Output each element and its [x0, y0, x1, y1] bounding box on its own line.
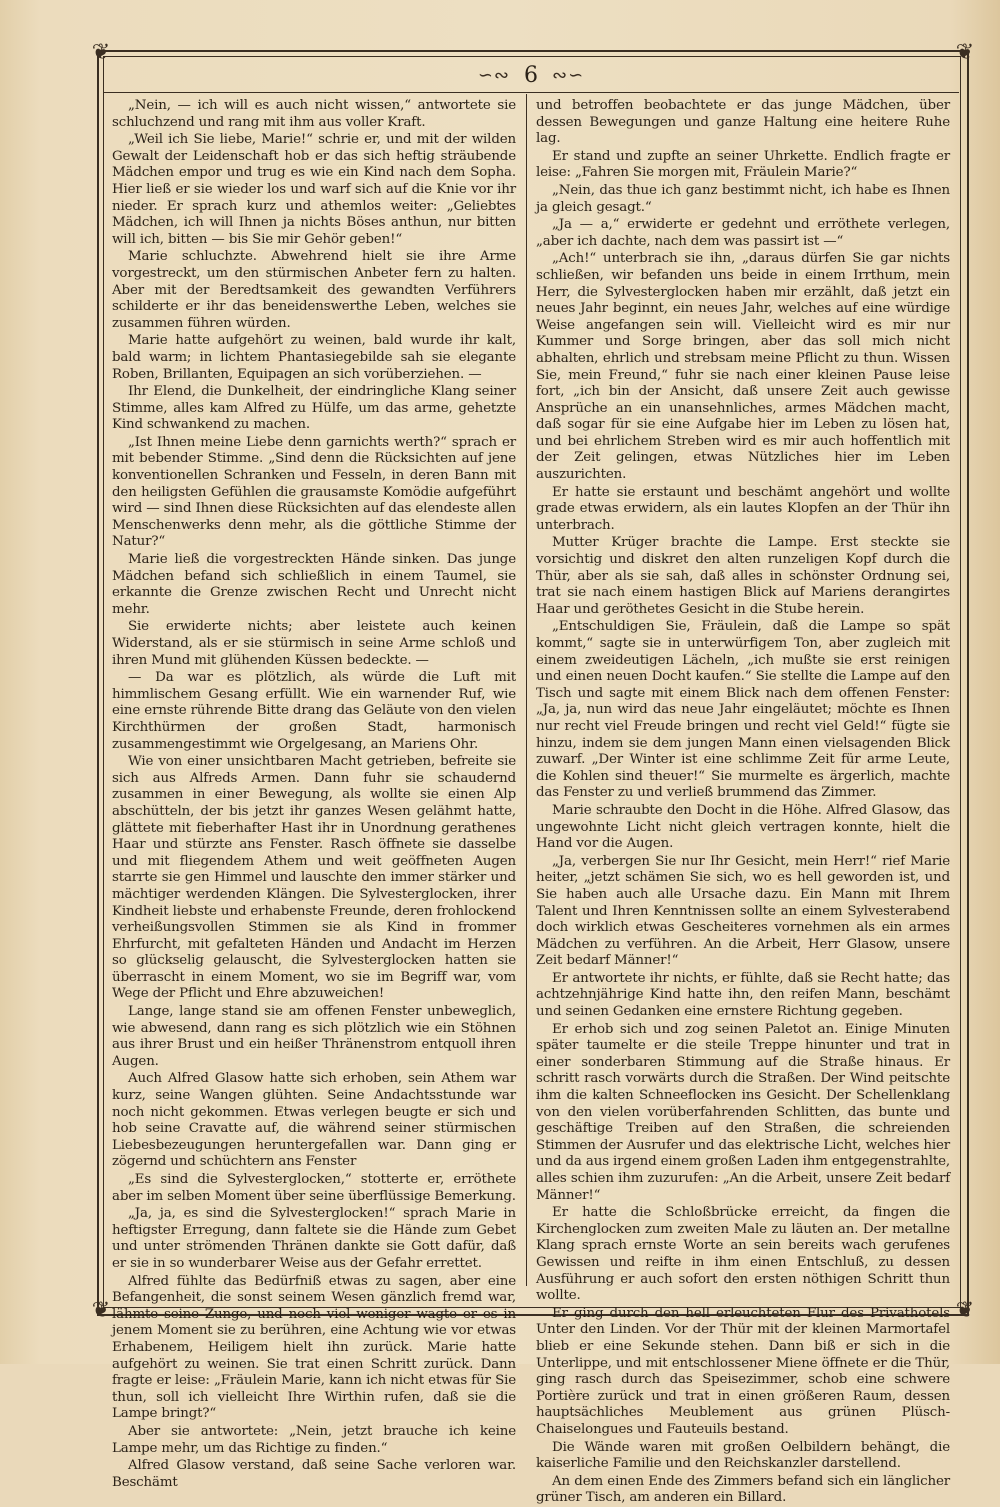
paragraph: Marie schluchzte. Abwehrend hielt sie ihre Arme vorgestreckt, um den stürmischen Anbeter fern zu halten. Aber mit der Beredtsamkeit des gewandten Verführers schilderte er ihr das beneidenswerthe Leben, welches sie zusammen führen würden.	[112, 249, 516, 331]
paragraph: „Ja — a,“ erwiderte er gedehnt und erröthete verlegen, „aber ich dachte, nach dem was passirt ist —“	[536, 217, 950, 249]
paragraph: Auch Alfred Glasow hatte sich erhoben, sein Athem war kurz, seine Wangen glühten. Seine Andachtsstunde war noch nicht gekommen. Etwas verlegen beugte er sich und hob seine Cravatte auf, die während seiner stürmischen Liebesbezeugungen heruntergefallen war. Dann ging er zögernd und schüchtern ans Fenster	[112, 1071, 516, 1170]
header-ornament-right: ∾∽	[552, 64, 585, 86]
paragraph: Er hatte die Schloßbrücke erreicht, da fingen die Kirchenglocken zum zweiten Male zu läuten an. Der metallne Klang sprach ernste Worte an sein bereits wach gerufenes Gewissen und reifte in ihm einen Entschluß, zu dessen Ausführung er auch sofort den ersten nöthigen Schritt thun wollte.	[536, 1205, 950, 1304]
right-column	[536, 98, 950, 1506]
paragraph: Mutter Krüger brachte die Lampe. Erst steckte sie vorsichtig und diskret den alten runzeligen Kopf durch die Thür, aber als sie sah, daß alles in schönster Ordnung sei, trat sie nach einem hastigen Blick auf Mariens derangirtes Haar und geröthetes Gesicht in die Stube herein.	[536, 535, 950, 617]
paragraph: Ihr Elend, die Dunkelheit, der eindringliche Klang seiner Stimme, alles kam Alfred zu Hülfe, um das arme, gehetzte Kind schwankend zu machen.	[112, 384, 516, 433]
paragraph: „Ist Ihnen meine Liebe denn garnichts werth?“ sprach er mit bebender Stimme. „Sind denn die Rücksichten auf jene konventionellen Schranken und Fesseln, in deren Bann mit den heiligsten Gefühlen die grausamste Komödie aufgeführt wird — sind Ihnen diese Rücksichten auf das elendeste allen Menschenwerks denn mehr, als die göttliche Stimme der Natur?“	[112, 434, 516, 550]
paragraph: Er antwortete ihr nichts, er fühlte, daß sie Recht hatte; das achtzehnjährige Kind hatte ihn, den reifen Mann, beschämt und seinen Gedanken eine ernstere Richtung gegeben.	[536, 970, 950, 1020]
paragraph: Er stand und zupfte an seiner Uhrkette. Endlich fragte er leise: „Fahren Sie morgen mit, Fräulein Marie?“	[536, 148, 950, 181]
paragraph: — Da war es plötzlich, als würde die Luft mit himmlischem Gesang erfüllt. Wie ein warnender Ruf, wie eine ernste rührende Bitte drang das Geläute von den vielen Kirchthürmen der großen Stadt, harmonisch zusammengestimmt wie Orgelgesang, an Mariens Ohr.	[112, 670, 516, 752]
header-ornament-left: ∽∾	[477, 64, 510, 86]
paragraph: Marie ließ die vorgestreckten Hände sinken. Das junge Mädchen befand sich schließlich in einem Taumel, sie erkannte die Grenze zwischen Recht und Unrecht nicht mehr.	[112, 552, 516, 617]
paragraph: Sie erwiderte nichts; aber leistete auch keinen Widerstand, als er sie stürmisch in seine Arme schloß und ihren Mund mit glühenden Küssen bedeckte. —	[112, 619, 516, 668]
paragraph: „Ja, verbergen Sie nur Ihr Gesicht, mein Herr!“ rief Marie heiter, „jetzt schämen Sie sich, wo es hell geworden ist, und Sie haben auch alle Ursache dazu. Ein Mann mit Ihrem Talent und Ihren Kenntnissen sollte an einem Sylvesterabend doch wirklich etwas Gescheiteres vornehmen als ein armes Mädchen zu verführen. An die Arbeit, Herr Glasow, unsere Zeit bedarf Männer!“	[536, 853, 950, 969]
paragraph: „Entschuldigen Sie, Fräulein, daß die Lampe so spät kommt,“ sagte sie in unterwürfigem Ton, aber zugleich mit einem zweideutigen Lächeln, „ich mußte sie erst reinigen und einen neuen Docht kaufen.“ Sie stellte die Lampe auf den Tisch und sagte mit einem Blick nach dem offenen Fenster: „Ja, ja, nun wird das neue Jahr eingeläutet; möchte es Ihnen nur recht viel Freude bringen und recht viel Geld!“ fügte sie hinzu, indem sie dem jungen Mann einen vielsagenden Blick zuwarf. „Der Winter ist eine schlimme Zeit für arme Leute, die Kohlen sind theuer!“ Sie murmelte es ärgerlich, machte das Fenster zu und verließ brummend das Zimmer.	[536, 619, 950, 801]
paragraph: Die Wände waren mit großen Oelbildern behängt, die kaiserliche Familie und den Reichskanzler darstellend.	[536, 1439, 950, 1472]
paragraph: „Ja, ja, es sind die Sylvesterglocken!“ sprach Marie in heftigster Erregung, dann faltete sie die Hände zum Gebet und unter strömenden Thränen dankte sie Gott dafür, daß er sie in so wunderbarer Weise aus der Gefahr errettet.	[112, 1206, 516, 1271]
corner-ornament-icon: ❦	[91, 40, 111, 65]
paragraph: An dem einen Ende des Zimmers befand sich ein länglicher grüner Tisch, am anderen ein Billard.	[536, 1473, 950, 1506]
page-number: 6	[524, 62, 538, 88]
paragraph: Lange, lange stand sie am offenen Fenster unbeweglich, wie abwesend, dann rang es sich plötzlich wie ein Stöhnen aus ihrer Brust und ein heißer Thränenstrom entquoll ihren Augen.	[112, 1004, 516, 1069]
paragraph: Alfred fühlte das Bedürfniß etwas zu sagen, aber eine Befangenheit, die sonst seinem Wesen gänzlich fremd war, lähmte seine Zunge, und noch viel weniger wagte er es in jenem Moment sie zu berühren, eine Achtung wie vor etwas Erhabenem, Heiligem hielt ihn zurück. Marie hatte aufgehört zu weinen. Sie trat einen Schritt zurück. Dann fragte er leise: „Fräulein Marie, kann ich nicht etwas für Sie thun, soll ich vielleicht Ihre Wirthin rufen, daß sie die Lampe bringt?“	[112, 1273, 516, 1422]
paragraph: Er erhob sich und zog seinen Paletot an. Einige Minuten später taumelte er die steile Treppe hinunter und trat in einer sonderbaren Stimmung auf die Straße hinaus. Er schritt rasch vorwärts durch die Straßen. Der Wind peitschte ihm die kalten Schneeflocken ins Gesicht. Der Schellenklang von den vielen vorüberfahrenden Schlitten, das bunte und geschäftige Treiben auf den Straßen, die schreienden Stimmen der Ausrufer und das elektrische Licht, welches hier und da aus irgend einem großen Laden ihm entgegenstrahlte, alles schien ihm zuzurufen: „An die Arbeit, unsere Zeit bedarf Männer!“	[536, 1021, 950, 1203]
paragraph: „Nein, — ich will es auch nicht wissen,“ antwortete sie schluchzend und rang mit ihm aus voller Kraft.	[112, 98, 516, 130]
corner-ornament-icon: ❦	[955, 1298, 975, 1323]
paragraph: „Es sind die Sylvesterglocken,“ stotterte er, erröthete aber im selben Moment über seine überflüssige Bemerkung.	[112, 1172, 516, 1204]
paragraph: Er ging durch den hell erleuchteten Flur des Privathotels Unter den Linden. Vor der Thür mit der kleinen Marmortafel blieb er eine Sekunde stehen. Dann biß er sich in die Unterlippe, und mit entschlossener Miene öffnete er die Thür, ging rasch durch das Speisezimmer, schob eine schwere Portière zurück und trat in einen größeren Raum, dessen hauptsächliches Meublement aus grünen Plüsch-Chaiselongues und Fauteuils bestand.	[536, 1305, 950, 1437]
paragraph: Alfred Glasow verstand, daß seine Sache verloren war. Beschämt	[112, 1458, 516, 1490]
corner-ornament-icon: ❦	[955, 40, 975, 65]
paragraph: „Nein, das thue ich ganz bestimmt nicht, ich habe es Ihnen ja gleich gesagt.“	[536, 182, 950, 215]
paragraph: „Weil ich Sie liebe, Marie!“ schrie er, und mit der wilden Gewalt der Leidenschaft hob er das sich heftig sträubende Mädchen empor und trug es wie ein Kind nach dem Sopha. Hier ließ er sie wieder los und warf sich auf die Knie vor ihr nieder. Er sprach kurz und athemlos weiter: „Geliebtes Mädchen, ich will Ihnen ja nichts Böses anthun, nur bitten will ich, bitten — bis Sie mir Gehör geben!“	[112, 132, 516, 247]
column-divider	[526, 94, 527, 1286]
paragraph: Wie von einer unsichtbaren Macht getrieben, befreite sie sich aus Alfreds Armen. Dann fuhr sie schaudernd zusammen in einer Bewegung, als wollte sie einen Alp abschütteln, der bis jetzt ihr ganzes Wesen gelähmt hatte, glättete mit fieberhafter Hast ihr in Unordnung gerathenes Haar und stürzte ans Fenster. Rasch öffnete sie dasselbe und mit fliegendem Athem und weit geöffneten Augen starrte sie gen Himmel und lauschte den immer stärker und mächtiger werdenden Klängen. Die Sylvesterglocken, ihrer Kindheit liebste und erhabenste Freunde, deren frohlockend verheißungsvollen Stimmen sie als Kind in frommer Ehrfurcht, mit gefalteten Händen und Andacht im Herzen so glückselig gelauscht, die Sylvesterglocken hatten sie überrascht in einem Moment, wo sie im Begriff war, vom Wege der Pflicht und Ehre abzuweichen!	[112, 754, 517, 1002]
paragraph: Aber sie antwortete: „Nein, jetzt brauche ich keine Lampe mehr, um das Richtige zu finden.“	[112, 1423, 516, 1456]
paragraph: „Ach!“ unterbrach sie ihn, „daraus dürfen Sie gar nichts schließen, wir befanden uns beide in einem Irrthum, mein Herr, die Sylvesterglocken haben mir erzählt, daß jetzt ein neues Jahr beginnt, ein neues Jahr, welches auf eine würdige Weise angefangen sein will. Vielleicht wird es mir nur Kummer und Sorge bringen, aber das soll mich nicht abhalten, ehrlich und strebsam meine Pflicht zu thun. Wissen Sie, mein Freund,“ fuhr sie nach einer kleinen Pause leise fort, „ich bin der Ansicht, daß unsere Zeit auch gewisse Ansprüche an ein unansehnliches, armes Mädchen macht, daß sogar für sie eine Aufgabe hier im Leben zu lösen hat, und bei ehrlichem Streben wird es mir auch hoffentlich mit der Zeit gelingen, etwas Nützliches hier im Leben auszurichten.	[536, 251, 950, 483]
paragraph: Marie hatte aufgehört zu weinen, bald wurde ihr kalt, bald warm; in lichtem Phantasiegebilde sah sie elegante Roben, Brillanten, Equipagen an sich vorüberziehen. —	[112, 333, 516, 382]
left-column	[112, 98, 517, 1490]
paragraph: Er hatte sie erstaunt und beschämt angehört und wollte grade etwas erwidern, als ein lautes Klopfen an der Thür ihn unterbrach.	[536, 484, 950, 533]
paragraph: Marie schraubte den Docht in die Höhe. Alfred Glasow, das ungewohnte Licht nicht gleich vertragen konnte, hielt die Hand vor die Augen.	[536, 802, 950, 852]
page-header	[103, 58, 959, 93]
corner-ornament-icon: ❦	[91, 1298, 111, 1323]
paragraph-continued: und betroffen beobachtete er das junge Mädchen, über dessen Bewegungen und ganze Haltung eine heitere Ruhe lag.	[536, 98, 950, 147]
